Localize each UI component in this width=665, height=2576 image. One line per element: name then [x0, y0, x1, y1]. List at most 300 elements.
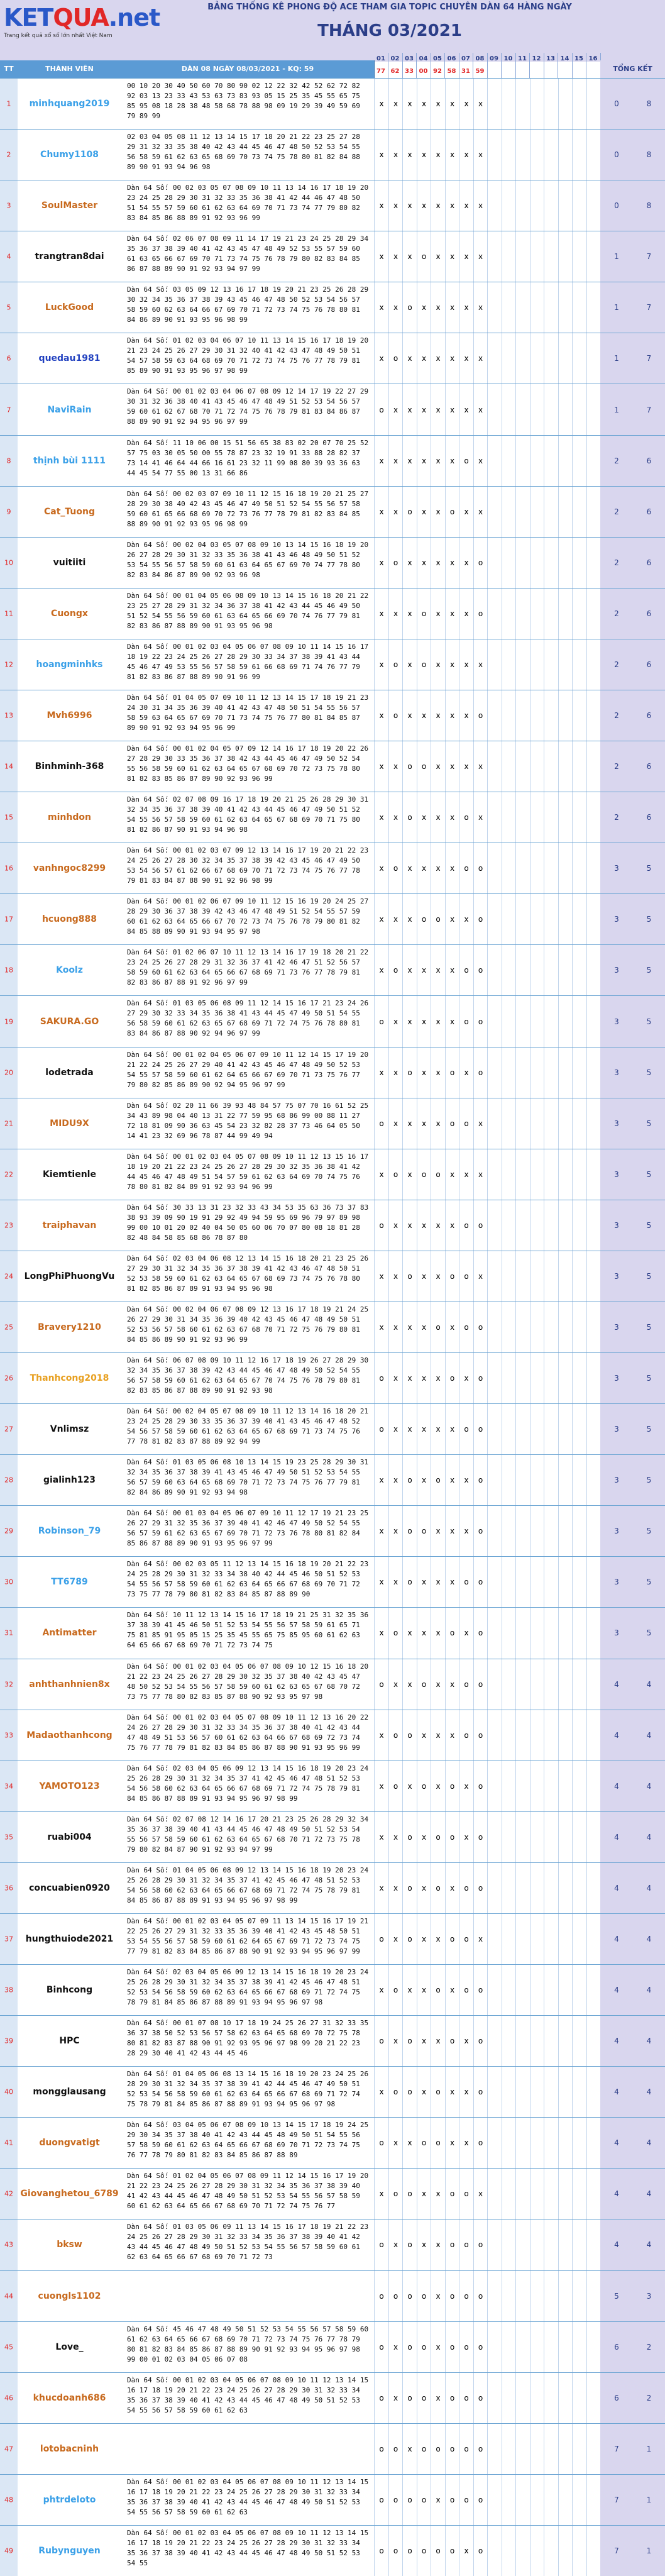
hit-count: 2	[600, 589, 633, 639]
day-mark: o	[459, 1557, 473, 1607]
member-name[interactable]: hcuong888	[41, 914, 97, 925]
member-name[interactable]: cuongls1102	[38, 2291, 101, 2301]
day-mark	[487, 538, 502, 588]
table-row	[0, 639, 665, 690]
day-mark: o	[445, 487, 459, 537]
day-mark	[530, 2424, 544, 2474]
day-label: 05	[433, 55, 442, 62]
number-set: Dàn 64 Số: 00 02 04 06 07 08 09 12 13 16 17 18 19 21 24 25 26 27 29 30 31 34 35 36 39 40 42 43 45 46 47 48 49 50 51 52 53 56 57 58 60 61 62 63 67 68 70 71 72 75 76 79 80 81 84 85 86 89 90 91 92 93 96 99	[127, 1305, 369, 1344]
member-name[interactable]: vanhngoc8299	[33, 863, 106, 874]
table-row	[0, 1913, 665, 1964]
table-row	[0, 1862, 665, 1913]
day-mark: x	[388, 130, 403, 180]
day-mark: x	[459, 231, 473, 282]
day-mark: x	[388, 1353, 403, 1403]
day-mark: x	[445, 894, 459, 944]
day-mark: x	[473, 79, 488, 129]
day-mark	[558, 996, 573, 1046]
day-mark: x	[445, 690, 459, 741]
total-count: 4	[633, 2118, 665, 2168]
day-mark	[487, 945, 502, 995]
total-count: 4	[633, 1761, 665, 1811]
day-mark	[487, 1914, 502, 1964]
row-number: 3	[0, 180, 18, 231]
day-mark: o	[431, 1302, 445, 1352]
number-set: Dàn 64 Số: 00 02 04 05 07 08 09 10 11 12 13 14 16 18 20 21 23 24 25 28 29 30 33 35 36 37 39 40 41 43 45 46 47 48 52 54 56 57 58 59 60 61 62 63 64 65 67 68 69 71 73 74 75 76 77 78 81 82 83 87 88 89 92 94 99	[127, 1407, 369, 1446]
day-mark: x	[388, 741, 403, 792]
day-mark	[558, 1761, 573, 1811]
table-row	[0, 2474, 665, 2525]
day-mark	[487, 1608, 502, 1658]
total-count: 6	[633, 538, 665, 588]
number-set: Dàn 64 Số: 03 05 09 12 13 16 17 18 19 20 21 23 25 26 28 29 30 32 34 35 36 37 38 39 43 45 46 47 48 50 52 53 54 56 57 58 59 60 62 63 64 66 67 69 70 71 72 73 74 75 76 78 80 81 84 86 89 90 91 93 95 96 98 99	[127, 285, 369, 324]
day-mark: x	[473, 741, 488, 792]
day-mark: x	[374, 1761, 388, 1811]
hit-count: 2	[600, 792, 633, 843]
row-number: 30	[0, 1557, 18, 1607]
member-name[interactable]: Cat_Tuong	[44, 506, 95, 517]
member-name[interactable]: NaviRain	[47, 404, 92, 415]
day-mark: x	[374, 2169, 388, 2219]
day-mark	[572, 538, 586, 588]
day-mark	[530, 1353, 544, 1403]
day-header-15	[572, 53, 586, 78]
day-label: 03	[405, 55, 414, 62]
member-name[interactable]: Love_	[55, 2341, 84, 2352]
day-mark	[572, 1302, 586, 1352]
member-name[interactable]: traiphavan	[42, 1220, 97, 1230]
day-mark: o	[431, 894, 445, 944]
day-mark	[530, 1251, 544, 1302]
day-mark	[544, 741, 558, 792]
day-mark: o	[473, 2526, 488, 2576]
day-mark: o	[417, 1506, 431, 1556]
row-number: 33	[0, 1710, 18, 1761]
row-number: 14	[0, 741, 18, 792]
day-mark	[530, 180, 544, 231]
day-mark	[586, 1965, 601, 2015]
day-mark: x	[445, 639, 459, 690]
day-mark	[530, 1098, 544, 1149]
table-row	[0, 2117, 665, 2168]
day-mark: o	[388, 1761, 403, 1811]
day-mark	[558, 1812, 573, 1862]
day-mark	[530, 1659, 544, 1710]
day-mark: x	[402, 1353, 417, 1403]
day-mark: x	[445, 1149, 459, 1200]
number-set: Dàn 64 Số: 03 04 05 06 07 08 09 10 13 14 15 17 18 19 24 25 29 30 34 35 37 38 40 41 42 43 44 45 48 49 50 51 54 55 56 57 58 59 60 61 62 63 64 65 66 67 68 69 70 71 72 73 74 75 76 77 78 79 80 81 82 83 84 85 86 87 88 89	[127, 2121, 369, 2160]
day-mark	[544, 2118, 558, 2168]
member-name[interactable]: lotobacninh	[40, 2443, 99, 2454]
day-mark	[558, 1048, 573, 1098]
day-mark: x	[445, 1200, 459, 1251]
day-mark	[502, 2016, 516, 2066]
day-mark	[515, 1251, 530, 1302]
day-mark	[515, 996, 530, 1046]
day-mark: x	[459, 282, 473, 333]
row-number: 7	[0, 384, 18, 434]
day-mark: x	[417, 1710, 431, 1761]
member-name[interactable]: Cuongx	[51, 608, 88, 619]
member-name[interactable]: LuckGood	[45, 302, 94, 313]
day-mark: x	[431, 1200, 445, 1251]
day-mark: x	[431, 996, 445, 1046]
day-mark: x	[402, 1302, 417, 1352]
day-mark	[586, 180, 601, 231]
day-mark	[515, 1302, 530, 1352]
day-mark: o	[374, 1659, 388, 1710]
day-mark	[544, 1761, 558, 1811]
number-set: Dàn 64 Số: 00 02 03 07 09 10 11 12 15 16 18 19 20 21 25 27 28 29 30 38 40 42 43 45 46 47 49 50 51 52 54 55 56 57 58 59 60 61 65 66 68 69 70 72 73 76 77 78 79 81 82 83 84 85 88 89 90 91 92 93 95 96 98 99	[127, 489, 369, 528]
day-mark: x	[388, 2219, 403, 2270]
day-mark: x	[374, 130, 388, 180]
day-mark: x	[459, 639, 473, 690]
day-mark	[544, 996, 558, 1046]
member-name[interactable]: minhdon	[48, 812, 91, 823]
day-mark	[530, 2118, 544, 2168]
day-mark: o	[473, 690, 488, 741]
member-name[interactable]: hoangminhks	[36, 659, 103, 670]
day-mark: x	[388, 792, 403, 843]
day-mark	[558, 2118, 573, 2168]
day-mark	[487, 1455, 502, 1505]
member-name[interactable]: thịnh bùi 1111	[33, 455, 106, 466]
member-name[interactable]: Mvh6996	[47, 710, 92, 721]
member-name[interactable]: hungthuiode2021	[25, 1933, 114, 1944]
day-mark	[544, 1404, 558, 1454]
table-row	[0, 1761, 665, 1811]
day-mark: x	[417, 1098, 431, 1149]
number-set: Dàn 64 Số: 01 03 05 06 08 09 11 12 14 15 16 17 21 23 24 26 27 29 30 32 33 34 35 36 38 41 43 44 45 47 49 50 51 54 55 56 58 59 60 61 62 63 65 67 68 69 71 72 74 75 76 78 80 81 83 84 86 87 88 90 92 94 96 97 99	[127, 999, 369, 1038]
day-mark	[502, 945, 516, 995]
day-mark	[530, 538, 544, 588]
hit-count: 2	[600, 487, 633, 537]
day-mark	[544, 2219, 558, 2270]
day-mark	[586, 487, 601, 537]
member-name[interactable]: Madaothanhcong	[26, 1730, 113, 1740]
day-mark: x	[388, 1914, 403, 1964]
day-mark	[558, 1863, 573, 1913]
day-mark	[515, 2067, 530, 2117]
member-name[interactable]: Binhcong	[46, 1985, 93, 1996]
col-total: TỔNG KẾT	[600, 60, 665, 78]
day-mark	[515, 2016, 530, 2066]
day-result: 58	[447, 68, 456, 75]
member-name[interactable]: Bravery1210	[38, 1322, 101, 1332]
day-mark: o	[473, 589, 488, 639]
day-mark: o	[402, 741, 417, 792]
member-name[interactable]: Kiemtienle	[43, 1169, 96, 1180]
day-header-08	[473, 53, 488, 78]
member-name[interactable]: lodetrada	[45, 1067, 94, 1078]
total-count: 2	[633, 2373, 665, 2423]
day-mark: o	[473, 2219, 488, 2270]
day-mark	[572, 1608, 586, 1658]
member-name[interactable]: Koolz	[56, 965, 83, 976]
day-result	[487, 65, 501, 78]
day-mark: x	[402, 1608, 417, 1658]
hit-count: 2	[600, 639, 633, 690]
member-name[interactable]: gialinh123	[43, 1475, 96, 1486]
day-mark	[487, 894, 502, 944]
day-mark: x	[431, 2169, 445, 2219]
table-row	[0, 2372, 665, 2423]
hit-count: 6	[600, 2373, 633, 2423]
row-number: 9	[0, 487, 18, 537]
day-mark: x	[459, 333, 473, 384]
day-mark	[502, 2475, 516, 2525]
brand: KETQUA.net	[4, 4, 160, 31]
hit-count: 0	[600, 130, 633, 180]
day-mark	[530, 2271, 544, 2321]
day-mark: o	[417, 2373, 431, 2423]
day-mark	[544, 1149, 558, 1200]
member-name[interactable]: bksw	[57, 2240, 82, 2250]
day-mark: o	[402, 2475, 417, 2525]
day-mark: x	[402, 1098, 417, 1149]
member-name[interactable]: minhquang2019	[29, 99, 110, 109]
member-name[interactable]: concuabien0920	[29, 1882, 110, 1893]
day-mark	[502, 1455, 516, 1505]
day-mark: x	[388, 2016, 403, 2066]
day-mark	[544, 1506, 558, 1556]
day-mark	[572, 1965, 586, 2015]
day-mark: x	[388, 1812, 403, 1862]
day-mark	[487, 1098, 502, 1149]
member-name[interactable]: TT6789	[51, 1577, 88, 1588]
member-name[interactable]: trangtran8dai	[35, 252, 104, 262]
day-mark	[530, 487, 544, 537]
day-mark	[544, 1048, 558, 1098]
hit-count: 4	[600, 2067, 633, 2117]
total-count: 1	[633, 2526, 665, 2576]
day-mark	[558, 2373, 573, 2423]
day-mark: x	[431, 333, 445, 384]
day-mark: x	[402, 1965, 417, 2015]
day-mark	[572, 231, 586, 282]
number-set: Dàn 64 Số: 02 03 04 05 06 09 12 13 14 15 16 18 19 20 23 24 25 26 28 29 30 31 32 34 35 37 38 39 41 42 45 46 47 48 51 52 53 54 56 58 59 60 62 63 64 65 66 67 68 69 71 72 74 75 78 79 81 84 85 86 87 88 89 91 93 94 95 96 97 98	[127, 1968, 369, 2007]
member-name[interactable]: MIDU9X	[50, 1118, 89, 1129]
day-result	[502, 65, 515, 78]
member-name[interactable]: Binhminh-368	[35, 761, 104, 772]
day-mark	[572, 1098, 586, 1149]
day-mark	[586, 589, 601, 639]
day-mark	[515, 945, 530, 995]
day-mark	[572, 741, 586, 792]
hit-count: 3	[600, 843, 633, 893]
table-row	[0, 893, 665, 944]
member-name[interactable]: HPC	[59, 2036, 80, 2047]
day-mark: o	[473, 1863, 488, 1913]
day-mark	[515, 1353, 530, 1403]
day-mark: x	[388, 282, 403, 333]
day-mark	[487, 1251, 502, 1302]
day-mark	[558, 180, 573, 231]
day-mark: x	[431, 538, 445, 588]
member-name[interactable]: duongvatigt	[39, 2138, 100, 2148]
day-mark	[544, 1455, 558, 1505]
day-mark	[544, 2067, 558, 2117]
day-mark	[586, 1048, 601, 1098]
day-mark: o	[459, 1251, 473, 1302]
day-mark	[544, 130, 558, 180]
day-mark	[544, 2169, 558, 2219]
day-mark	[487, 589, 502, 639]
member-name[interactable]: Antimatter	[42, 1628, 97, 1639]
day-mark: o	[473, 945, 488, 995]
day-mark: x	[417, 843, 431, 893]
day-label: 06	[447, 55, 456, 62]
day-mark: x	[459, 79, 473, 129]
day-mark: x	[388, 180, 403, 231]
day-mark	[515, 1761, 530, 1811]
day-mark	[544, 333, 558, 384]
table-row	[0, 2525, 665, 2576]
day-mark: x	[459, 1149, 473, 1200]
day-mark: x	[388, 1302, 403, 1352]
day-mark: o	[374, 2373, 388, 2423]
day-mark	[558, 2169, 573, 2219]
member-name[interactable]: mongglausang	[33, 2087, 106, 2098]
member-name[interactable]: Rubynguyen	[38, 2545, 101, 2556]
hit-count: 3	[600, 945, 633, 995]
number-set: Dàn 64 Số: 02 07 08 09 16 17 18 19 20 21 25 26 28 29 30 31 32 34 35 36 37 38 39 40 41 42 43 44 45 46 47 49 50 51 52 54 55 56 57 58 59 60 61 62 63 64 65 67 68 69 70 71 75 80 81 82 86 87 90 91 93 94 96 98	[127, 795, 369, 834]
day-mark: x	[473, 231, 488, 282]
day-mark	[558, 1914, 573, 1964]
row-number: 37	[0, 1914, 18, 1964]
day-mark	[502, 1659, 516, 1710]
member-name[interactable]: Giovanghetou_6789	[20, 2189, 119, 2199]
day-result	[544, 65, 558, 78]
day-mark: o	[374, 2118, 388, 2168]
day-mark	[515, 282, 530, 333]
site-logo[interactable]	[4, 4, 160, 54]
day-mark	[487, 2067, 502, 2117]
day-mark	[544, 2373, 558, 2423]
day-mark: x	[431, 487, 445, 537]
day-mark	[487, 2271, 502, 2321]
total-count: 5	[633, 1353, 665, 1403]
day-mark	[586, 1812, 601, 1862]
day-mark: o	[388, 2475, 403, 2525]
number-set: Dàn 64 Số: 00 01 02 03 04 05 06 07 08 09 10 11 12 13 14 15 16 17 18 19 20 21 22 23 24 25 26 27 28 29 30 31 32 33 34 35 36 37 38 39 40 41 42 43 44 45 46 47 48 49 50 51 52 53 54 55	[127, 2528, 369, 2567]
day-mark: x	[417, 2016, 431, 2066]
day-mark: o	[445, 1761, 459, 1811]
day-mark	[558, 1404, 573, 1454]
member-name[interactable]: LongPhiPhuongVu	[24, 1271, 115, 1281]
member-name[interactable]: quedau1981	[38, 353, 101, 364]
day-mark: x	[374, 843, 388, 893]
row-number: 25	[0, 1302, 18, 1352]
day-mark: x	[417, 1048, 431, 1098]
day-mark: o	[402, 2271, 417, 2321]
day-mark	[586, 1506, 601, 1556]
day-mark	[515, 1404, 530, 1454]
day-mark: o	[473, 2016, 488, 2066]
day-mark: o	[402, 1710, 417, 1761]
day-mark: x	[445, 436, 459, 486]
day-header-09	[487, 53, 502, 78]
day-mark: o	[459, 2373, 473, 2423]
day-mark: o	[445, 2322, 459, 2372]
day-mark: o	[445, 1048, 459, 1098]
hit-count: 4	[600, 1710, 633, 1761]
day-mark: x	[445, 1659, 459, 1710]
day-mark: x	[445, 2067, 459, 2117]
hit-count: 3	[600, 1557, 633, 1607]
total-count: 5	[633, 1098, 665, 1149]
day-mark: x	[402, 1404, 417, 1454]
member-name[interactable]: ruabi004	[47, 1832, 92, 1842]
total-count: 4	[633, 2016, 665, 2066]
day-mark	[558, 792, 573, 843]
member-name[interactable]: anhthanhnien8x	[29, 1679, 110, 1689]
member-name[interactable]: Thanhcong2018	[30, 1373, 109, 1384]
day-mark: x	[473, 436, 488, 486]
hit-count: 3	[600, 1302, 633, 1352]
member-name[interactable]: Vnlimsz	[50, 1424, 89, 1435]
day-mark: x	[388, 996, 403, 1046]
day-mark	[515, 1557, 530, 1607]
member-name[interactable]: vuitiiti	[53, 557, 86, 568]
day-mark	[487, 1048, 502, 1098]
hit-count: 4	[600, 2219, 633, 2270]
member-name[interactable]: Robinson_79	[38, 1526, 101, 1537]
day-mark	[572, 2373, 586, 2423]
day-mark: o	[445, 2271, 459, 2321]
day-mark	[515, 2526, 530, 2576]
day-mark	[586, 384, 601, 434]
day-mark: x	[473, 384, 488, 434]
day-mark	[502, 589, 516, 639]
member-name[interactable]: phtrdeloto	[43, 2494, 96, 2505]
day-mark: o	[473, 843, 488, 893]
day-mark	[487, 333, 502, 384]
member-name[interactable]: khucdoanh686	[33, 2392, 106, 2403]
member-name[interactable]: YAMOTO123	[39, 1781, 100, 1791]
day-mark	[572, 945, 586, 995]
day-mark: x	[417, 2067, 431, 2117]
day-mark: x	[431, 1914, 445, 1964]
total-count: 7	[633, 384, 665, 434]
table-row	[0, 1556, 665, 1607]
day-mark	[544, 2475, 558, 2525]
day-mark: x	[431, 130, 445, 180]
day-mark	[558, 2219, 573, 2270]
day-mark	[502, 1965, 516, 2015]
day-mark: o	[459, 2475, 473, 2525]
day-mark: o	[388, 538, 403, 588]
day-mark	[558, 2067, 573, 2117]
day-mark: x	[417, 1812, 431, 1862]
day-mark	[586, 1098, 601, 1149]
day-mark: x	[388, 2373, 403, 2423]
day-label: 12	[532, 55, 541, 62]
member-name[interactable]: Chumy1108	[40, 150, 99, 160]
day-mark: x	[431, 2219, 445, 2270]
day-mark: o	[459, 1098, 473, 1149]
row-number: 32	[0, 1659, 18, 1710]
day-mark	[515, 2424, 530, 2474]
member-name[interactable]: SAKURA.GO	[40, 1016, 99, 1027]
day-mark: x	[402, 894, 417, 944]
day-mark: x	[431, 639, 445, 690]
member-name[interactable]: SoulMaster	[41, 201, 98, 211]
day-mark	[530, 1965, 544, 2015]
day-mark	[544, 1200, 558, 1251]
day-mark	[544, 231, 558, 282]
day-mark	[558, 1149, 573, 1200]
